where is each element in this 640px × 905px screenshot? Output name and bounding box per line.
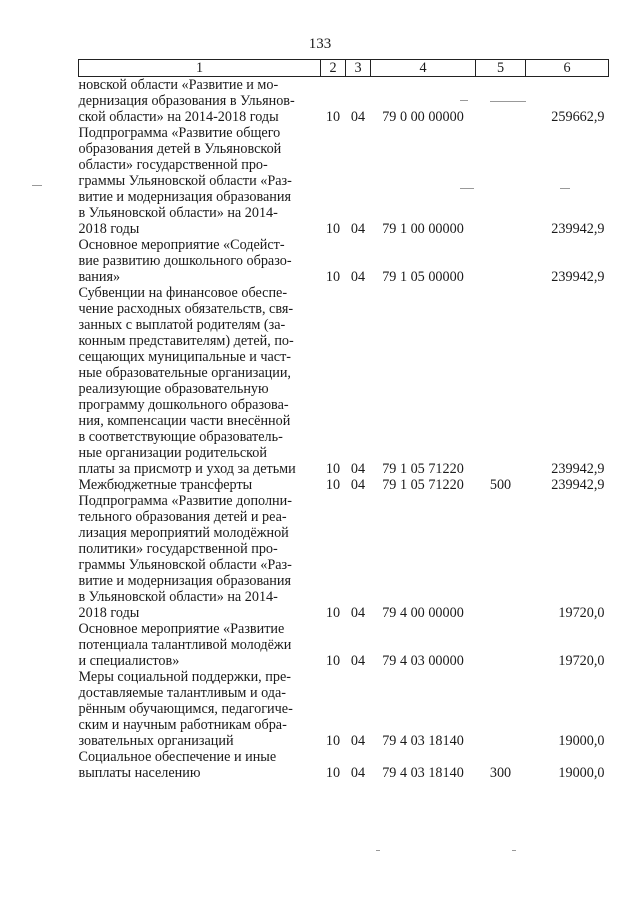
row-target-code: 79 1 05 71220 [382,477,464,493]
header-col-2: 2 [321,60,346,77]
row-target-code: 79 4 00 00000 [382,605,464,621]
row-amount: 19720,0 [558,653,605,669]
table-header-row [79,60,609,77]
row-name: Субвенции на финансовое обеспе- чение расходных обязательств, свя- занных с выплатой родителям (за- конным представителям) детей, по- сещающих муниципальные и част- ные образовательные организации, реализующие образовательную программу дошкольного образова- ния, компенсации части внесённой в соответствующие образователь- ные организации родительской платы за присмотр и уход за детьми [78,285,296,477]
row-subsection: 04 [350,733,366,749]
row-subsection: 04 [350,653,366,669]
scan-speck [376,850,380,851]
row-expense-type [476,621,526,669]
row-subsection: 04 [350,269,366,285]
table-row [79,237,609,285]
row-amount: 239942,9 [551,221,605,237]
scan-speck [560,188,570,189]
row-expense-type [476,285,526,477]
table-row [79,285,609,477]
header-col-4: 4 [371,60,476,77]
row-name: Меры социальной поддержки, пре- доставляемые талантливым и ода- рённым обучающимся, педагогиче- ским и научным работникам обра- зовательных организаций [78,669,293,749]
budget-table [78,59,609,781]
row-subsection: 04 [350,477,366,493]
table-row [79,669,609,749]
row-amount: 239942,9 [551,477,605,493]
row-expense-type [476,669,526,749]
row-amount: 19000,0 [558,765,605,781]
row-target-code: 79 4 03 00000 [382,653,464,669]
row-target-code: 79 1 00 00000 [382,221,464,237]
row-target-code: 79 0 00 00000 [382,109,464,125]
row-section: 10 [325,109,341,125]
row-name: Социальное обеспечение и иные выплаты населению [78,749,277,781]
row-target-code: 79 1 05 00000 [382,269,464,285]
scan-speck [32,185,42,186]
row-section: 10 [325,653,341,669]
row-name: Основное мероприятие «Содейст- вие развитию дошкольного образо- вания» [78,237,292,285]
table-row [79,125,609,237]
scan-speck [460,100,468,101]
row-subsection: 04 [350,765,366,781]
row-amount: 239942,9 [551,461,605,477]
row-name: Подпрограмма «Развитие общего образования детей в Ульяновской области» государственной про- граммы Ульяновской области «Раз- витие и модернизация образования в Ульяновской области» на 2014- 2018 годы [78,125,292,237]
row-subsection: 04 [350,461,366,477]
row-name: новской области «Развитие и мо- дернизация образования в Ульянов- ской области» на 2014-2018 годы [78,77,295,125]
header-col-3: 3 [346,60,371,77]
row-target-code: 79 4 03 18140 [382,733,464,749]
table-row [79,621,609,669]
row-subsection: 04 [350,605,366,621]
row-amount: 19720,0 [558,605,605,621]
row-name: Межбюджетные трансферты [78,477,253,493]
scan-speck [460,188,474,189]
row-section: 10 [325,605,341,621]
row-section: 10 [325,765,341,781]
scan-speck [512,850,516,851]
table-row [79,749,609,781]
row-section: 10 [325,221,341,237]
row-amount: 19000,0 [558,733,605,749]
table-row [79,493,609,621]
row-amount: 239942,9 [551,269,605,285]
header-col-5: 5 [476,60,526,77]
table-row [79,77,609,126]
row-subsection: 04 [350,221,366,237]
row-expense-type: 300 [489,765,512,781]
header-col-1: 1 [79,60,321,77]
page-number: 133 [308,36,332,52]
row-target-code: 79 4 03 18140 [382,765,464,781]
row-subsection: 04 [350,109,366,125]
row-expense-type [476,125,526,237]
header-col-6: 6 [526,60,609,77]
row-amount: 259662,9 [551,109,605,125]
row-expense-type: 500 [489,477,512,493]
row-section: 10 [325,733,341,749]
table-row [79,477,609,493]
row-name: Подпрограмма «Развитие дополни- тельного образования детей и реа- лизация мероприятий молодёжной политики» государственной про- граммы Ульяновской области «Раз- витие и модернизация образования в Ульяновской области» на 2014- 2018 годы [78,493,292,621]
row-section: 10 [325,477,341,493]
row-expense-type [476,237,526,285]
row-name: Основное мероприятие «Развитие потенциала талантливой молодёжи и специалистов» [78,621,292,669]
row-target-code: 79 1 05 71220 [382,461,464,477]
scan-speck [490,101,526,102]
row-section: 10 [325,269,341,285]
row-section: 10 [325,461,341,477]
row-expense-type [476,493,526,621]
